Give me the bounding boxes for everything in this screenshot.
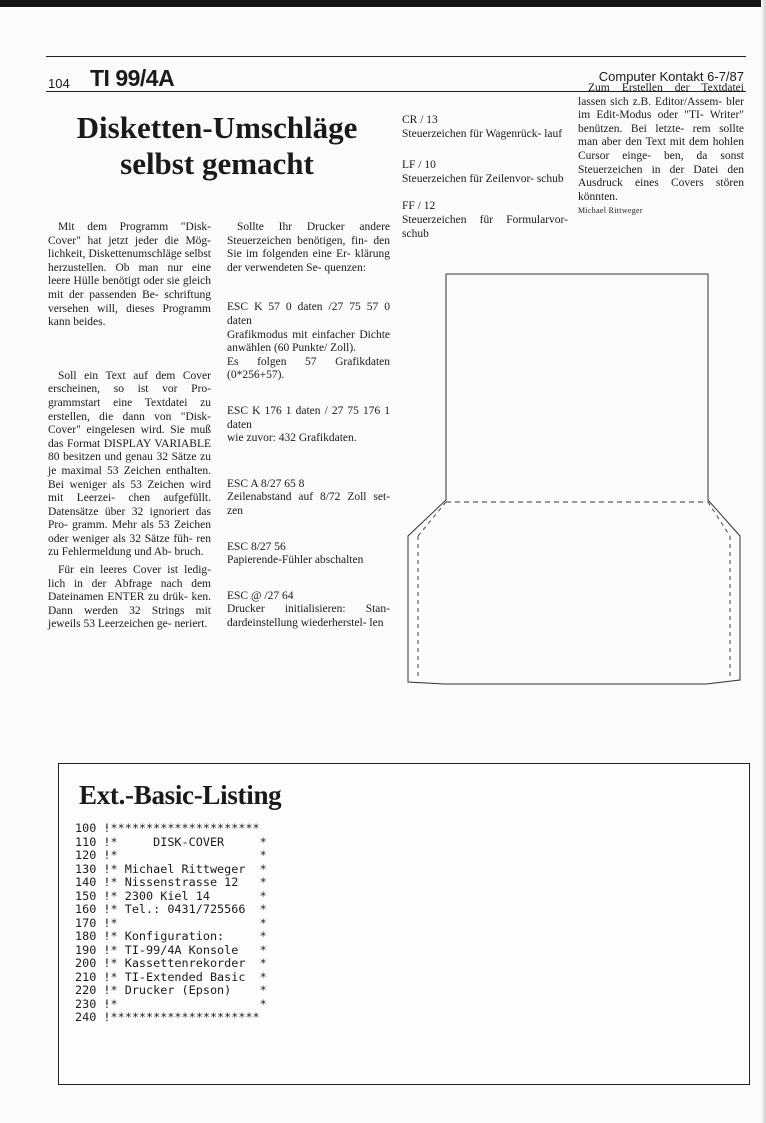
command-description: Drucker initialisieren: Stan- dardeinstellung wiederherstel- len <box>227 603 390 629</box>
article-title: Disketten-Umschläge selbst gemacht <box>76 110 358 181</box>
listing-title: Ext.-Basic-Listing <box>79 780 282 810</box>
article-column-3 <box>402 114 568 241</box>
paragraph: Soll ein Text auf dem Cover erscheinen, so ist vor Pro- grammstart eine Textdatei zu erstellen, die dann von "Disk- Cover" eingelesen wird. Sie muß das Format DISPLAY VARIABLE 80 besitzen und genau 32 Sätze zu je maximal 53 Zeichen enthalten. Bei weniger als 53 Zeichen wird mit Leerzei- chen aufgefüllt. Datensätze über 32 ignoriert das Pro- gramm. Mehr als 53 Zeichen oder weniger als 32 Sätze füh- ren zu Fehlermeldung und Ab- bruch. <box>48 369 212 559</box>
command-title: LF / 10 <box>402 159 436 172</box>
article-column-4 <box>578 82 744 218</box>
page-number: 104 <box>48 76 70 91</box>
command-title: FF / 12 <box>402 200 436 213</box>
command-title: ESC K 176 1 daten / 27 75 176 1 daten <box>227 404 390 431</box>
command-description: Steuerzeichen für Formularvor- schub <box>402 213 568 240</box>
fold-line <box>708 502 730 536</box>
command-title: ESC A 8/27 65 8 <box>227 477 305 490</box>
listing-box <box>58 763 750 1085</box>
paragraph: Zum Erstellen der Textdatei lassen sich z.B. Editor/Assem- bler im Edit-Modus oder "TI- Writer" benützen. Bei letzte- rem sollte man aber den Text mit dem hohlen Cursor einge- ben, da sonst Steuerzeichen in der Datei den Ausdruck eines Covers stören könnten. <box>578 82 745 203</box>
article-column-2 <box>227 221 390 630</box>
command-description: Zeilenabstand auf 8/72 Zoll set- zen <box>227 491 390 517</box>
command-description: Papierende-Fühler abschalten <box>227 554 364 567</box>
command-description: Grafikmodus mit einfacher Dichte anwählen (60 Punkte/ Zoll). Es folgen 57 Grafikdaten (0*256+57). <box>227 328 390 382</box>
command-title: CR / 13 <box>402 114 438 126</box>
command-title: ESC 8/27 56 <box>227 540 286 553</box>
fold-line <box>418 502 446 536</box>
scan-right-edge <box>761 0 766 1123</box>
command-title: ESC @ /27 64 <box>227 589 294 602</box>
paragraph: Sollte Ihr Drucker andere Steuerzeichen benötigen, fin- den Sie im folgenden eine Er- klärung der verwendeten Se- quenzen: <box>227 221 391 274</box>
command-description: Steuerzeichen für Wagenrück- lauf <box>402 127 563 140</box>
command-title: ESC K 57 0 daten /27 75 57 0 daten <box>227 301 390 327</box>
envelope-template-diagram <box>404 270 744 690</box>
envelope-outline <box>408 274 740 684</box>
command-description: Steuerzeichen für Zeilenvor- schub <box>402 172 564 185</box>
article-column-1 <box>48 221 211 632</box>
code-listing: 100 !********************* 110 !* DISK-COVER * 120 !* * 130 !* Michael Rittweger * 140 !* Nissenstrasse 12 * 150 !* 2300 Kiel 14 * 160 !* Tel.: 0431/725566 * 170 !* * 180 !* Konfiguration: * 190 !* TI-99/4A Konsole * 200 !* Kassettenrekorder * 210 !* TI-Extended Basic * 220 !* Drucker (Epson) * 230 !* * 240 !********************* <box>75 821 267 1024</box>
paragraph: Mit dem Programm "Disk- Cover" hat jetzt jeder die Mög- lichkeit, Diskettenumschläge selbst herzustellen. Ob man nur eine leere Hülle benötigt oder sie gleich mit der passenden Be- schriftung versehen will, dieses Programm kann beides. <box>48 221 212 329</box>
magazine-section: TI 99/4A <box>90 65 175 91</box>
scan-top-edge <box>0 0 766 7</box>
paragraph: Für ein leeres Cover ist ledig- lich in der Abfrage nach dem Dateinamen ENTER zu drük- ken. Dann werden 32 Strings mit jeweils 53 Leerzeichen ge- neriert. <box>48 564 212 631</box>
author-byline: Michael Rittweger <box>578 206 643 216</box>
issue-label: Computer Kontakt 6-7/87 <box>598 69 744 84</box>
command-description: wie zuvor: 432 Grafikdaten. <box>227 432 357 445</box>
